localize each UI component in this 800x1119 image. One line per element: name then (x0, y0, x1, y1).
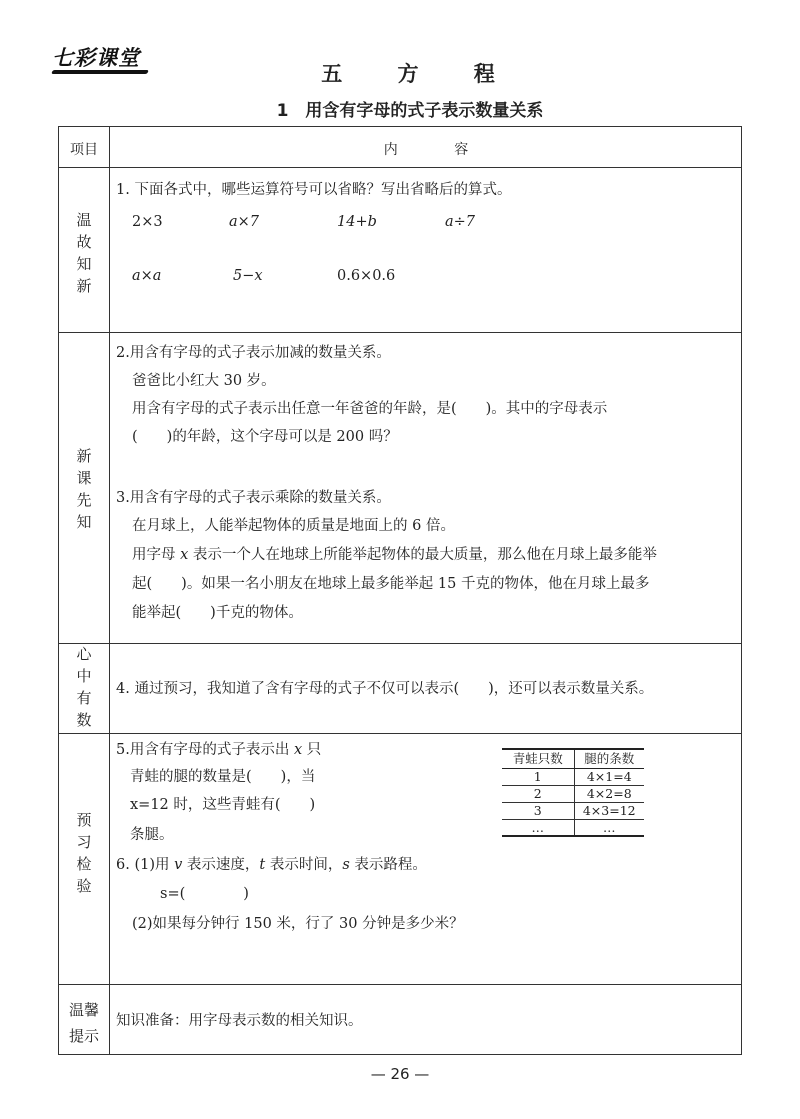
brand-name: 七彩课堂 (52, 46, 140, 70)
question-1: 1. 下面各式中，哪些运算符号可以省略？写出省略后的算式。 (116, 182, 512, 198)
table-header: 腿的条数 (574, 749, 644, 768)
chapter-title: 五 方 程 (321, 62, 519, 86)
question-4: 4. 通过预习，我知道了含有字母的式子不仅可以表示( )，还可以表示数量关系。 (116, 681, 654, 697)
label-tip: 温馨 提示 (68, 1001, 99, 1045)
question-2-line-3: ( )的年龄，这个字母可以是 200 吗？ (132, 429, 398, 445)
row-divider (59, 984, 741, 985)
header-content: 内 容 (383, 142, 495, 158)
question-2-line-2: 用含有字母的式子表示出任意一年爸爸的年龄，是( )。其中的字母表示 (132, 401, 608, 417)
question-6-line-2: s=( ) (160, 886, 249, 902)
question-2-title: 2.用含有字母的式子表示加减的数量关系。 (116, 345, 391, 361)
question-2-line-1: 爸爸比小红大 30 岁。 (132, 373, 276, 389)
question-5-line-2: 青蛙的腿的数量是( )，当 (130, 769, 316, 785)
question-5-line-4: 条腿。 (130, 827, 174, 843)
tip-text: 知识准备：用字母表示数的相关知识。 (116, 1013, 363, 1029)
frog-legs-table (502, 748, 644, 837)
lesson-title: 1 用含有字母的式子表示数量关系 (276, 101, 544, 121)
expr-7: 0.6×0.6 (337, 268, 396, 284)
question-6-line-3: (2)如果每分钟行 150 米，行了 30 分钟是多少米？ (132, 916, 464, 932)
table-header: 青蛙只数 (502, 749, 574, 768)
table-row (502, 768, 644, 785)
expr-3: 14+b (337, 214, 377, 230)
row-divider (59, 733, 741, 734)
table-cell: 4×1=4 (574, 768, 644, 785)
row-divider (59, 643, 741, 644)
table-cell: 2 (502, 785, 574, 802)
row-divider (59, 332, 741, 333)
table-header-row (502, 749, 644, 768)
expr-5: a×a (132, 268, 162, 284)
label-preview: 新 课 先 知 (76, 447, 92, 531)
question-3-line-1: 在月球上，人能举起物体的质量是地面上的 6 倍。 (132, 518, 455, 534)
table-cell: … (574, 819, 644, 836)
table-row (502, 802, 644, 819)
table-cell: 1 (502, 768, 574, 785)
label-mind: 心 中 有 数 (76, 645, 92, 729)
header-item: 项目 (70, 142, 98, 158)
table-cell: 4×3=12 (574, 802, 644, 819)
question-3-line-3: 起( )。如果一名小朋友在地球上最多能举起 15 千克的物体，他在月球上最多 (132, 576, 650, 592)
table-row (502, 785, 644, 802)
question-3-line-4: 能举起( )千克的物体。 (132, 605, 303, 621)
question-5-line-3: x=12 时，这些青蛙有( ) (130, 797, 316, 813)
question-3-line-2: 用字母 x 表示一个人在地球上所能举起物体的最大质量，那么他在月球上最多能举 (132, 547, 657, 563)
question-6-line-1: 6. (1)用 v 表示速度，t 表示时间，s 表示路程。 (116, 857, 427, 873)
label-review: 温 故 知 新 (76, 211, 92, 295)
label-check: 预 习 检 验 (76, 811, 92, 895)
expr-2: a×7 (229, 214, 260, 230)
table-row (502, 819, 644, 836)
expr-4: a÷7 (445, 214, 476, 230)
table-cell: 3 (502, 802, 574, 819)
question-3-title: 3.用含有字母的式子表示乘除的数量关系。 (116, 490, 391, 506)
table-cell: … (502, 819, 574, 836)
question-5-line-1: 5.用含有字母的式子表示出 x 只 (116, 742, 322, 758)
table-cell: 4×2=8 (574, 785, 644, 802)
row-divider (59, 167, 741, 168)
page-number: — 26 — (370, 1065, 430, 1083)
expr-6: 5−x (233, 268, 263, 284)
expr-1: 2×3 (132, 214, 163, 230)
column-divider (109, 127, 110, 1054)
